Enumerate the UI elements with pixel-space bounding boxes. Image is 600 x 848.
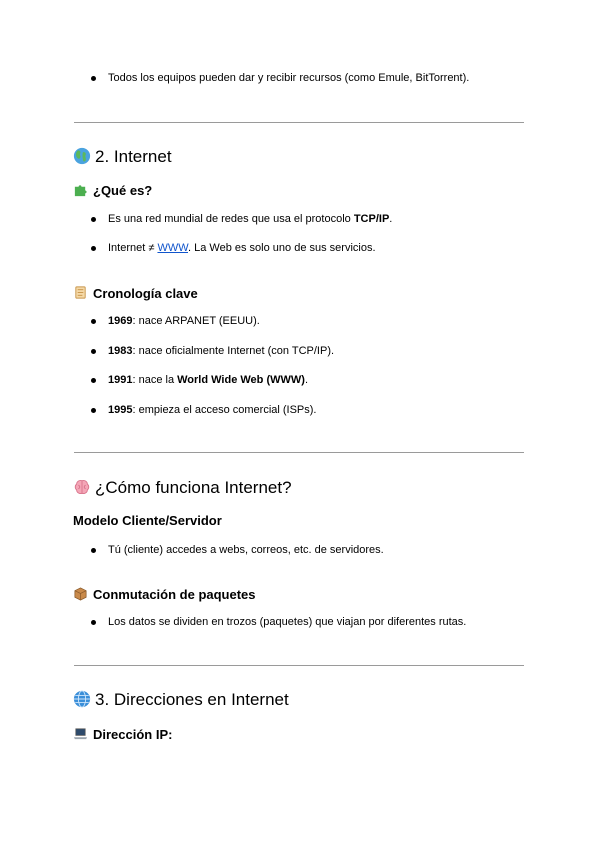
timeline-year: 1995 <box>108 404 133 416</box>
bullet-dot <box>91 246 96 251</box>
laptop-icon <box>73 726 88 741</box>
bullet-dot <box>91 319 96 324</box>
timeline-year: 1969 <box>108 315 133 327</box>
globe-meridians-icon <box>73 690 91 708</box>
subheading-modelo: Modelo Cliente/Servidor <box>73 513 222 528</box>
subheading-que-es <box>73 182 152 199</box>
list-item <box>108 212 392 226</box>
www-term: World Wide Web (WWW) <box>177 374 305 386</box>
timeline-text: : nace ARPANET (EEUU). <box>132 315 260 327</box>
subheading-conmutacion <box>73 586 256 603</box>
timeline-item <box>108 373 308 387</box>
subheading-ip <box>73 726 172 743</box>
section-title: 2. Internet <box>95 147 172 166</box>
subheading-cronologia <box>73 285 198 302</box>
section-heading-direcciones <box>73 690 289 710</box>
list-item-text: . La Web es solo uno de sus servicios. <box>188 242 376 254</box>
subheading-title: ¿Qué es? <box>93 183 153 198</box>
timeline-item <box>108 403 317 417</box>
timeline-year: 1983 <box>108 345 133 357</box>
bullet-dot <box>91 217 96 222</box>
brain-icon <box>73 478 91 496</box>
bullet-dot <box>91 548 96 553</box>
timeline-text: : nace la <box>132 374 178 386</box>
bullet-dot <box>91 408 96 413</box>
timeline-year: 1991 <box>108 374 133 386</box>
bullet-dot <box>91 349 96 354</box>
horizontal-rule <box>74 452 524 453</box>
list-item-text: Internet ≠ <box>108 242 158 254</box>
subheading-title: Cronología clave <box>93 286 198 301</box>
list-item: Los datos se dividen en trozos (paquetes) que viajan por diferentes rutas. <box>108 616 467 628</box>
subheading-title: Conmutación de paquetes <box>93 587 256 602</box>
section-title: 3. Direcciones en Internet <box>95 690 289 709</box>
bullet-dot <box>91 76 96 81</box>
timeline-text: : nace oficialmente Internet (con TCP/IP). <box>132 345 335 357</box>
timeline-text: . <box>304 374 308 386</box>
package-icon <box>73 586 88 601</box>
www-link[interactable]: WWW <box>157 242 188 254</box>
section-heading-internet <box>73 147 172 167</box>
globe-europe-africa-icon <box>73 147 91 165</box>
timeline-text: : empieza el acceso comercial (ISPs). <box>132 404 317 416</box>
section-heading-funciona <box>73 478 292 498</box>
section-title: ¿Cómo funciona Internet? <box>95 478 292 497</box>
intro-bullet-text: Todos los equipos pueden dar y recibir recursos (como Emule, BitTorrent). <box>108 72 470 84</box>
protocol-name: TCP/IP <box>353 213 390 225</box>
horizontal-rule <box>74 665 524 666</box>
list-item: Tú (cliente) accedes a webs, correos, etc. de servidores. <box>108 544 384 556</box>
scroll-icon <box>73 285 88 300</box>
horizontal-rule <box>74 122 524 123</box>
timeline-item <box>108 344 334 358</box>
bullet-dot <box>91 378 96 383</box>
list-item-text: . <box>389 213 393 225</box>
bullet-dot <box>91 620 96 625</box>
puzzle-piece-icon <box>73 182 88 197</box>
timeline-item <box>108 314 260 328</box>
list-item <box>108 241 376 255</box>
list-item-text: Es una red mundial de redes que usa el protocolo <box>108 213 354 225</box>
subheading-title: Dirección IP: <box>93 727 173 742</box>
